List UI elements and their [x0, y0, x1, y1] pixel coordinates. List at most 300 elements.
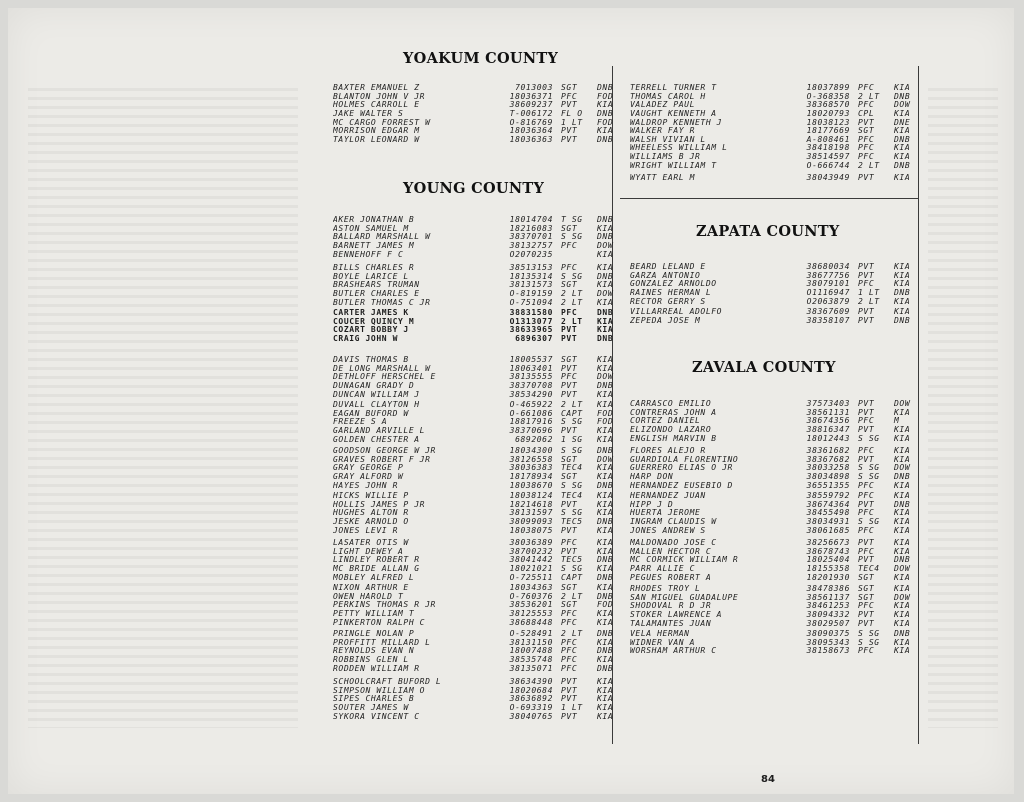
entry-serial: 38256673: [806, 538, 850, 547]
entry-name: SIPES CHARLES B: [333, 695, 415, 704]
entry-serial: 18038124: [509, 491, 553, 500]
entry-serial: 18021021: [509, 564, 553, 574]
entry-status: DOW: [597, 372, 614, 382]
roster-entry: [333, 704, 625, 713]
entry-rank: PVT: [858, 262, 875, 271]
entry-rank: PVT: [858, 610, 875, 620]
entry-status: KIA: [894, 538, 911, 547]
entry-serial: 38367609: [806, 307, 850, 316]
entry-serial: 38559792: [806, 491, 850, 500]
entry-serial: O-528491: [509, 629, 553, 638]
roster-entry: [333, 391, 625, 400]
roster-group: [333, 678, 625, 721]
roster-entry: [630, 136, 922, 145]
entry-serial: 38561137: [806, 592, 850, 602]
entry-name: HICKS WILLIE P: [333, 492, 409, 500]
entry-status: DOW: [894, 564, 911, 574]
entry-serial: 38513153: [509, 263, 553, 272]
entry-rank: PVT: [561, 694, 578, 704]
entry-name: INGRAM CLAUDIS W: [630, 518, 717, 527]
entry-name: BEARD LELAND E: [630, 263, 706, 271]
roster-entry: [630, 594, 922, 603]
entry-serial: 38535748: [509, 655, 553, 665]
entry-status: KIA: [597, 325, 614, 335]
entry-name: HUGHES ALTON R: [333, 509, 409, 518]
entry-serial: 38099093: [509, 517, 553, 527]
entry-status: KIA: [597, 297, 614, 307]
entry-status: KIA: [894, 546, 911, 556]
entry-name: MC CORMICK WILLIAM R: [630, 556, 739, 565]
entry-serial: 38534290: [509, 389, 553, 399]
entry-rank: PFC: [561, 617, 578, 627]
entry-rank: SGT: [561, 223, 578, 233]
roster-entry: [333, 326, 625, 335]
entry-serial: 38158673: [806, 646, 850, 656]
roster-entry: [630, 417, 922, 426]
roster-entry: [630, 539, 922, 548]
entry-serial: 38634390: [509, 677, 553, 686]
entry-serial: 38125553: [509, 609, 553, 619]
entry-name: COZART BOBBY J: [333, 326, 409, 335]
entry-rank: 2 LT: [858, 91, 880, 101]
entry-name: DUNAGAN GRADY D: [333, 382, 415, 391]
entry-name: DUNCAN WILLIAM J: [333, 390, 420, 399]
entry-name: WIDNER VAN A: [630, 638, 695, 647]
entry-status: DOW: [597, 241, 614, 251]
entry-serial: 38368570: [806, 100, 850, 110]
entry-name: LINDLEY ROBERT R: [333, 556, 420, 565]
entry-name: HUERTA JEROME: [630, 509, 701, 518]
entry-rank: PVT: [858, 399, 875, 408]
roster-entry: [630, 565, 922, 574]
entry-serial: 38514597: [806, 152, 850, 162]
entry-name: RAINES HERMAN L: [630, 289, 712, 298]
roster-entry: [630, 93, 922, 102]
entry-name: JONES ANDREW S: [630, 526, 706, 535]
entry-serial: 18020793: [806, 109, 850, 119]
entry-rank: SGT: [561, 280, 578, 290]
entry-name: HARP DON: [630, 473, 674, 482]
entry-name: GUERRERO ELIAS O JR: [630, 464, 733, 473]
entry-status: DOW: [894, 592, 911, 602]
entry-rank: PFC: [858, 83, 875, 92]
entry-status: KIA: [597, 499, 614, 509]
entry-name: PERKINS THOMAS R JR: [333, 601, 436, 610]
entry-serial: 38831580: [509, 308, 553, 317]
entry-rank: 2 LT: [561, 316, 583, 326]
entry-serial: 18178934: [509, 472, 553, 482]
roster-entry: [333, 299, 625, 308]
entry-status: KIA: [597, 249, 614, 259]
roster-group: [333, 584, 625, 627]
entry-serial: 38461253: [806, 601, 850, 611]
entry-serial: O2070235: [509, 249, 553, 259]
roster-entry: [333, 482, 625, 491]
entry-name: PARR ALLIE C: [630, 565, 695, 574]
entry-name: CONTRERAS JOHN A: [630, 408, 717, 417]
entry-serial: 18007488: [509, 646, 553, 656]
entry-serial: O-816769: [509, 117, 553, 127]
entry-rank: 2 LT: [561, 289, 583, 299]
entry-serial: A-808461: [806, 134, 850, 144]
roster-group: [630, 447, 922, 490]
entry-rank: SGT: [561, 355, 578, 364]
entry-serial: 38455498: [806, 508, 850, 518]
roster-entry: [333, 713, 625, 722]
roster-group: [333, 309, 625, 344]
roster-entry: [333, 678, 625, 687]
entry-serial: 18037899: [806, 83, 850, 92]
entry-name: ZEPEDA JOSE M: [630, 316, 701, 325]
entry-status: KIA: [894, 83, 911, 92]
entry-serial: 38132757: [509, 241, 553, 251]
entry-status: DNB: [894, 629, 911, 638]
entry-rank: TEC4: [561, 463, 583, 473]
roster-entry: [333, 318, 625, 327]
entry-status: DNB: [597, 646, 614, 656]
entry-rank: PVT: [561, 334, 578, 344]
entry-name: CARTER JAMES K: [333, 309, 409, 317]
entry-rank: PFC: [561, 372, 578, 382]
roster-entry: [630, 162, 922, 171]
roster-entry: [333, 656, 625, 665]
entry-name: REYNOLDS EVAN N: [333, 647, 415, 656]
entry-status: KIA: [894, 279, 911, 289]
entry-rank: S SG: [561, 480, 583, 490]
roster-group: [333, 539, 625, 582]
entry-name: HERNANDEZ EUSEBIO D: [630, 481, 733, 490]
entry-rank: PVT: [561, 685, 578, 695]
entry-status: KIA: [894, 637, 911, 647]
entry-rank: PVT: [561, 126, 578, 135]
entry-serial: 38674364: [806, 499, 850, 509]
bleed-through-left: [28, 88, 298, 728]
county-heading: ZAVALA COUNTY: [692, 359, 836, 376]
entry-name: WALSH VIVIAN L: [630, 135, 706, 144]
document-page: [8, 8, 1014, 794]
entry-name: PRINGLE NOLAN P: [333, 630, 415, 638]
roster-entry: [333, 436, 625, 445]
entry-rank: PVT: [858, 425, 875, 435]
entry-status: KIA: [597, 508, 614, 518]
entry-status: KIA: [597, 685, 614, 695]
entry-rank: PVT: [561, 499, 578, 509]
entry-status: KIA: [894, 584, 911, 593]
entry-status: FOD: [597, 117, 614, 127]
entry-serial: 38034931: [806, 517, 850, 527]
roster-entry: [333, 687, 625, 696]
entry-serial: 6892062: [515, 434, 553, 444]
entry-name: BUTLER THOMAS C JR: [333, 298, 431, 307]
entry-status: KIA: [597, 263, 614, 272]
entry-rank: PVT: [561, 100, 578, 110]
roster-group: [630, 174, 922, 183]
entry-serial: 38609237: [509, 100, 553, 110]
roster-entry: [333, 273, 625, 282]
roster-entry: [333, 136, 625, 145]
entry-serial: O-760376: [509, 591, 553, 601]
entry-rank: SGT: [858, 584, 875, 593]
roster-entry: [630, 585, 922, 594]
roster-group: [333, 264, 625, 307]
entry-status: KIA: [597, 677, 614, 686]
entry-rank: PVT: [858, 499, 875, 509]
roster-entry: [630, 435, 922, 444]
entry-serial: 18036364: [509, 126, 553, 135]
entry-name: SHODOVAL R D JR: [630, 602, 712, 611]
roster-entry: [333, 84, 625, 93]
entry-name: OWEN HAROLD T: [333, 592, 404, 601]
entry-serial: 38700232: [509, 546, 553, 556]
entry-serial: 18034300: [509, 446, 553, 455]
entry-rank: SGT: [561, 83, 578, 92]
entry-status: KIA: [597, 609, 614, 619]
entry-rank: 2 LT: [858, 160, 880, 170]
entry-status: KIA: [894, 601, 911, 611]
entry-rank: PFC: [858, 279, 875, 289]
bleed-through-right: [928, 88, 998, 728]
entry-serial: O1313077: [509, 316, 553, 326]
roster-group: [630, 630, 922, 656]
entry-serial: O1116947: [806, 288, 850, 298]
entry-serial: 38131573: [509, 280, 553, 290]
entry-serial: 38040765: [509, 711, 553, 721]
entry-serial: O-751094: [509, 297, 553, 307]
entry-name: COUCER QUINCY M: [333, 317, 415, 326]
roster-group: [333, 84, 625, 127]
entry-name: BAXTER EMANUEL Z: [333, 84, 420, 92]
entry-status: DNB: [597, 663, 614, 673]
entry-serial: 18012443: [806, 433, 850, 443]
entry-name: CARRASCO EMILIO: [630, 400, 712, 408]
county-heading: ZAPATA COUNTY: [696, 223, 840, 240]
entry-serial: 18038670: [509, 480, 553, 490]
entry-rank: 1 LT: [561, 703, 583, 713]
roster-entry: [333, 127, 625, 136]
entry-rank: PFC: [561, 609, 578, 619]
entry-name: WHEELESS WILLIAM L: [630, 144, 728, 153]
roster-entry: [630, 574, 922, 583]
entry-status: DNB: [894, 472, 911, 482]
entry-serial: 38131597: [509, 508, 553, 518]
roster-entry: [630, 492, 922, 501]
roster-group: [630, 585, 922, 628]
entry-status: KIA: [597, 316, 614, 326]
entry-rank: CAPT: [561, 572, 583, 582]
entry-serial: O-368358: [806, 91, 850, 101]
entry-status: KIA: [597, 711, 614, 721]
roster-entry: [630, 548, 922, 557]
entry-serial: 18817916: [509, 417, 553, 427]
entry-serial: O-661086: [509, 408, 553, 418]
entry-name: DUVALL CLAYTON H: [333, 401, 420, 409]
entry-rank: PFC: [858, 446, 875, 455]
entry-rank: SGT: [858, 572, 875, 582]
roster-entry: [630, 639, 922, 648]
roster-entry: [630, 518, 922, 527]
entry-status: KIA: [597, 525, 614, 535]
entry-status: KIA: [894, 610, 911, 620]
entry-status: KIA: [597, 546, 614, 556]
entry-serial: 38090375: [806, 629, 850, 638]
entry-status: DNB: [597, 480, 614, 490]
entry-status: KIA: [894, 296, 911, 306]
entry-rank: S SG: [858, 637, 880, 647]
roster-entry: [333, 447, 625, 456]
entry-status: DNB: [894, 499, 911, 509]
entry-name: EAGAN BUFORD W: [333, 409, 409, 418]
entry-rank: PFC: [858, 100, 875, 110]
roster-entry: [630, 127, 922, 136]
roster-group: [333, 447, 625, 490]
entry-name: GONZALEZ ARNOLDO: [630, 280, 717, 289]
roster-entry: [630, 611, 922, 620]
entry-status: DNB: [597, 134, 614, 144]
entry-status: KIA: [894, 618, 911, 628]
entry-name: BALLARD MARSHALL W: [333, 233, 431, 242]
entry-rank: 2 LT: [858, 296, 880, 306]
entry-name: ENGLISH MARVIN B: [630, 434, 717, 443]
roster-entry: [630, 144, 922, 153]
entry-status: KIA: [894, 491, 911, 500]
entry-serial: 38370708: [509, 381, 553, 391]
entry-serial: 38043949: [806, 173, 850, 182]
entry-status: KIA: [894, 454, 911, 464]
entry-name: BOYLE LARICE L: [333, 272, 409, 281]
entry-rank: SGT: [561, 472, 578, 482]
entry-status: FOD: [597, 417, 614, 427]
entry-rank: TEC5: [561, 517, 583, 527]
roster-entry: [630, 272, 922, 281]
entry-name: FREEZE S A: [333, 418, 388, 427]
entry-name: GARLAND ARVILLE L: [333, 427, 426, 436]
entry-name: WILLIAMS B JR: [630, 153, 701, 162]
entry-rank: PVT: [561, 525, 578, 535]
entry-status: DOW: [894, 100, 911, 110]
entry-serial: 38367682: [806, 454, 850, 464]
entry-name: ROBBINS GLEN L: [333, 656, 409, 665]
entry-name: PROFFITT MILLARD L: [333, 638, 431, 647]
entry-name: GRAVES ROBERT F JR: [333, 455, 431, 464]
entry-status: DNE: [894, 117, 911, 127]
entry-serial: 38034898: [806, 472, 850, 482]
roster-entry: [333, 356, 625, 365]
entry-name: MALLEN HECTOR C: [630, 547, 712, 556]
entry-name: WALKER FAY R: [630, 127, 695, 135]
entry-status: DNB: [597, 215, 614, 224]
roster-entry: [333, 464, 625, 473]
entry-rank: PFC: [858, 525, 875, 535]
roster-group: [333, 356, 625, 399]
roster-group: [630, 492, 922, 535]
entry-rank: S SG: [858, 463, 880, 473]
entry-serial: 18201930: [806, 572, 850, 582]
entry-rank: PFC: [561, 637, 578, 647]
entry-status: KIA: [597, 694, 614, 704]
entry-name: BLANTON JOHN V JR: [333, 92, 426, 101]
entry-name: RODDEN WILLIAM R: [333, 664, 420, 673]
roster-entry: [333, 619, 625, 628]
entry-name: NIXON ARTHUR E: [333, 584, 409, 592]
entry-rank: PFC: [561, 538, 578, 547]
entry-rank: PVT: [561, 389, 578, 399]
entry-rank: S SG: [561, 446, 583, 455]
roster-entry: [630, 101, 922, 110]
entry-serial: 38678743: [806, 546, 850, 556]
entry-status: KIA: [894, 446, 911, 455]
entry-rank: CPL: [858, 109, 875, 119]
entry-rank: 1 LT: [858, 288, 880, 298]
entry-rank: S SG: [561, 417, 583, 427]
entry-rank: FL O: [561, 109, 583, 119]
entry-status: DNB: [597, 232, 614, 242]
entry-rank: PFC: [858, 508, 875, 518]
roster-entry: [333, 539, 625, 548]
entry-rank: PFC: [561, 646, 578, 656]
county-heading: YOAKUM COUNTY: [403, 50, 559, 67]
entry-status: DNB: [597, 555, 614, 565]
entry-status: DNB: [894, 160, 911, 170]
entry-name: GARZA ANTONIO: [630, 271, 701, 280]
entry-serial: 38636892: [509, 694, 553, 704]
entry-serial: O2063879: [806, 296, 850, 306]
entry-name: BARNETT JAMES M: [333, 242, 415, 251]
entry-rank: PVT: [858, 117, 875, 127]
roster-entry: [333, 418, 625, 427]
entry-rank: PFC: [858, 601, 875, 611]
entry-serial: 38680034: [806, 262, 850, 271]
entry-serial: 38358107: [806, 315, 850, 325]
entry-status: DOW: [894, 463, 911, 473]
entry-rank: SGT: [858, 592, 875, 602]
entry-rank: S SG: [561, 271, 583, 281]
roster-entry: [630, 308, 922, 317]
entry-rank: PVT: [858, 315, 875, 325]
entry-status: KIA: [894, 508, 911, 518]
entry-serial: 18063401: [509, 363, 553, 373]
entry-rank: PFC: [858, 416, 875, 426]
entry-serial: 38126558: [509, 454, 553, 464]
roster-entry: [333, 518, 625, 527]
entry-status: KIA: [894, 152, 911, 162]
entry-rank: PVT: [561, 381, 578, 391]
entry-status: M: [894, 416, 900, 426]
roster-entry: [630, 527, 922, 536]
roster-group: [630, 127, 922, 170]
entry-name: GRAY ALFORD W: [333, 473, 404, 482]
entry-status: DNB: [597, 271, 614, 281]
entry-status: KIA: [894, 517, 911, 527]
entry-name: SOUTER JAMES W: [333, 704, 409, 713]
entry-status: KIA: [597, 583, 614, 592]
entry-status: KIA: [894, 262, 911, 271]
roster-group: [630, 84, 922, 127]
entry-serial: 38370701: [509, 232, 553, 242]
entry-status: KIA: [597, 491, 614, 500]
entry-name: SIMPSON WILLIAM O: [333, 686, 426, 695]
entry-name: DETHLOFF HERSCHEL E: [333, 373, 436, 382]
entry-name: GOODSON GEORGE W JR: [333, 447, 436, 455]
entry-status: DOW: [597, 289, 614, 299]
roster-entry: [333, 630, 625, 639]
entry-name: ASTON SAMUEL M: [333, 224, 409, 233]
section-rule: [620, 198, 918, 199]
entry-rank: PVT: [858, 270, 875, 280]
entry-serial: T-006172: [509, 109, 553, 119]
entry-serial: 18025404: [806, 555, 850, 565]
entry-name: LASATER OTIS W: [333, 539, 409, 547]
roster-entry: [630, 473, 922, 482]
